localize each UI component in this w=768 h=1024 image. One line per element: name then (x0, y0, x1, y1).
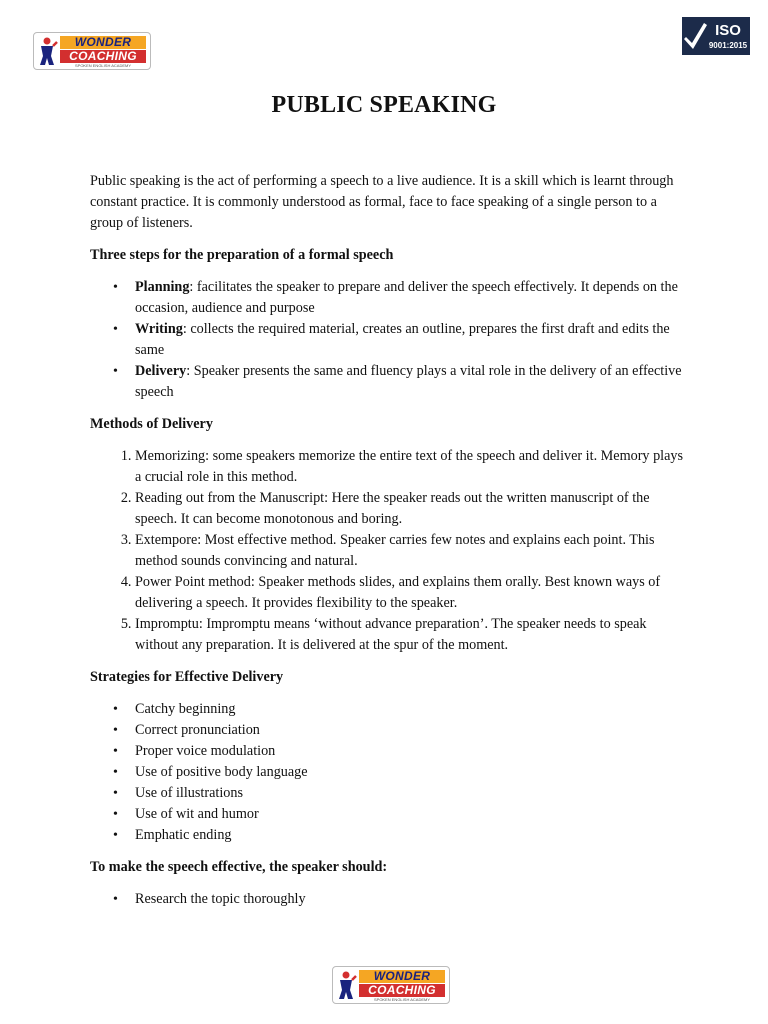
logo-text-wonder: WONDER (359, 970, 445, 983)
steps-list (90, 277, 690, 403)
step-term: Delivery (135, 363, 187, 379)
logo-tagline: SPOKEN ENGLISH ACADEMY (373, 997, 430, 1002)
step-text: : facilitates the speaker to prepare and deliver the speech effectively. It depends on the occasion, audience and purpose (135, 279, 678, 316)
list-item: • Catchy beginning (135, 699, 690, 720)
company-logo (33, 32, 151, 70)
list-item: 4. Power Point method: Speaker methods slides, and explains them orally. Best known ways of delivering a speech. It provides flexibility to the speaker. (135, 572, 690, 614)
step-text: : Speaker presents the same and fluency plays a vital role in the delivery of an effective speech (135, 363, 682, 400)
intro-paragraph: Public speaking is the act of performing a speech to a live audience. It is a skill which is learnt through constant practice. It is commonly understood as formal, face to face speaking of a single person to a group of listeners. (90, 173, 674, 231)
person-figure-icon (337, 970, 357, 1000)
iso-label: ISO (715, 22, 741, 39)
list-item: • Research the topic thoroughly (135, 889, 690, 910)
footer-logo (332, 966, 450, 1004)
list-item (135, 277, 690, 319)
logo-text-coaching: COACHING (359, 984, 445, 997)
strategies-list (90, 699, 690, 846)
logo-text-coaching: COACHING (60, 50, 146, 63)
iso-certification-badge (682, 17, 750, 55)
list-item (135, 319, 690, 361)
person-figure-icon (38, 36, 58, 66)
document-body (90, 171, 690, 921)
page-title: PUBLIC SPEAKING (271, 92, 497, 118)
list-item: • Use of positive body language (135, 762, 690, 783)
list-item (135, 361, 690, 403)
list-item: 5. Impromptu: Impromptu means ‘without advance preparation’. The speaker needs to speak without any preparation. It is delivered at the spur of the moment. (135, 614, 690, 656)
methods-heading: Methods of Delivery (90, 416, 213, 432)
effective-list (90, 889, 690, 910)
list-item: • Correct pronunciation (135, 720, 690, 741)
iso-number: 9001:2015 (708, 41, 748, 50)
list-item: 1. Memorizing: some speakers memorize the entire text of the speech and deliver it. Memory plays a crucial role in this method. (135, 446, 690, 488)
steps-heading: Three steps for the preparation of a formal speech (90, 247, 394, 263)
step-term: Writing (135, 321, 183, 337)
step-text: : collects the required material, creates an outline, prepares the first draft and edits the same (135, 321, 670, 358)
list-item: 2. Reading out from the Manuscript: Here the speaker reads out the written manuscript of the speech. It can become monotonous and boring. (135, 488, 690, 530)
logo-tagline: SPOKEN ENGLISH ACADEMY (74, 63, 131, 68)
list-item: 3. Extempore: Most effective method. Speaker carries few notes and explains each point. This method sounds convincing and natural. (135, 530, 690, 572)
strategies-heading: Strategies for Effective Delivery (90, 669, 284, 685)
step-term: Planning (135, 279, 190, 295)
effective-heading: To make the speech effective, the speaker should: (90, 859, 388, 875)
list-item: • Use of illustrations (135, 783, 690, 804)
logo-text-wonder: WONDER (60, 36, 146, 49)
methods-list (90, 446, 690, 656)
list-item: • Proper voice modulation (135, 741, 690, 762)
list-item: • Emphatic ending (135, 825, 690, 846)
list-item: • Use of wit and humor (135, 804, 690, 825)
